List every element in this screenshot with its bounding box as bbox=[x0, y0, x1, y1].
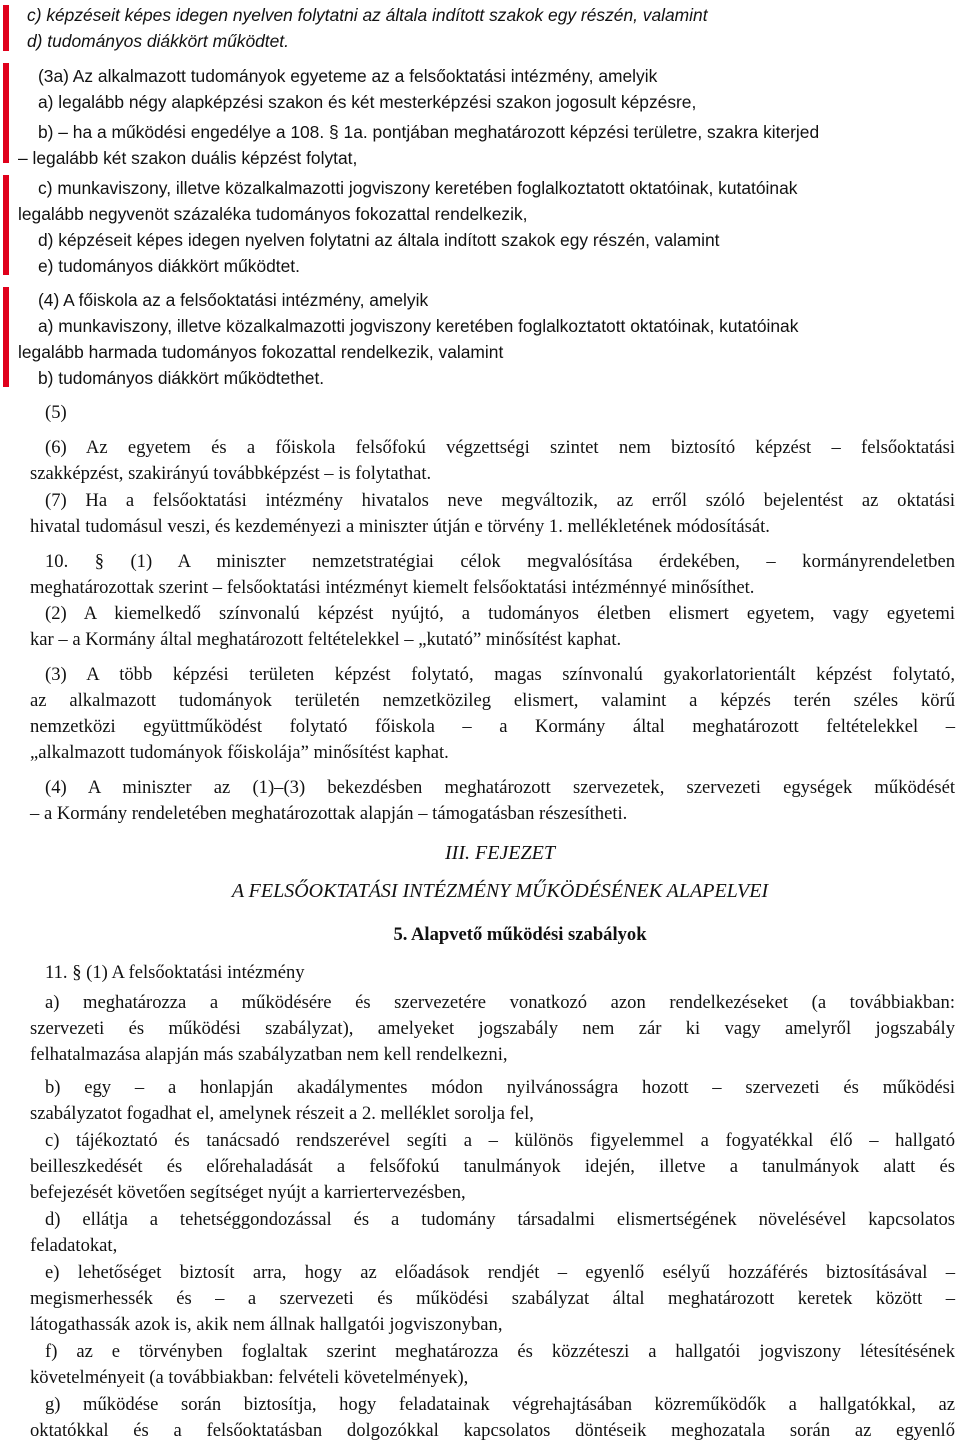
text-line: befejezését követően segítséget nyújt a karriertervezésben, bbox=[30, 1182, 466, 1203]
text-line: d) ellátja a tehetséggondozással és a tudomány társadalmi elismertségének növelésével kapcsolatos bbox=[45, 1209, 955, 1230]
change-bar bbox=[3, 175, 9, 275]
text-line: (3a) Az alkalmazott tudományok egyeteme az a felsőoktatási intézmény, amelyik bbox=[38, 66, 658, 86]
text-line: szabályzatot fogadhat el, amelynek részeit a 2. melléklet sorolja fel, bbox=[30, 1103, 534, 1124]
text-line: 10. § (1) A miniszter nemzetstratégiai célok megvalósítása érdekében, – kormányrendeletben bbox=[45, 551, 955, 572]
text-line: c) munkaviszony, illetve közalkalmazotti jogviszony keretében foglalkoztatott oktatóinak, kutatóinak bbox=[38, 178, 798, 198]
text-line: (7) Ha a felsőoktatási intézmény hivatalos neve megváltozik, az erről szóló bejelentést az oktatási bbox=[45, 490, 955, 511]
text-line: (2) A kiemelkedő színvonalú képzést nyújtó, a tudományos életben elismert egyetem, vagy egyetemi bbox=[45, 603, 955, 624]
change-bar bbox=[3, 5, 9, 51]
text-line: c) képzéseit képes idegen nyelven folytatni az általa indított szakok egy részén, valamint bbox=[27, 5, 708, 25]
text-line: a) munkaviszony, illetve közalkalmazotti jogviszony keretében foglalkoztatott oktatóinak, kutatóinak bbox=[38, 316, 799, 336]
text-line: – a Kormány rendeletében meghatározottak alapján – támogatásban részesítheti. bbox=[30, 803, 628, 824]
text-line: felhatalmazása alapján más szabályzatban nem kell rendelkezni, bbox=[30, 1044, 508, 1065]
text-line: szervezeti és működési szabályzat), amelyeket jogszabály nem zár ki vagy amelyről jogszabály bbox=[30, 1018, 955, 1039]
text-line: 11. § (1) A felsőoktatási intézmény bbox=[45, 962, 305, 983]
text-line: oktatókkal és a felsőoktatásban dolgozókkal kapcsolatos döntéseik meghozatala során az egyenlő bbox=[30, 1420, 955, 1441]
text-line: látogathassák azok is, akik nem állnak hallgatói jogviszonyban, bbox=[30, 1314, 503, 1335]
text-line: az alkalmazott tudományok területén nemzetközileg elismert, valamint a képzés terén széles körű bbox=[30, 690, 955, 711]
text-line: a) legalább négy alapképzési szakon és két mesterképzési szakon jogosult képzésre, bbox=[38, 92, 697, 112]
text-line: c) tájékoztató és tanácsadó rendszerével segíti a – különös figyelemmel a fogyatékkal élő – hallgató bbox=[45, 1130, 955, 1151]
text-line: legalább harmada tudományos fokozattal rendelkezik, valamint bbox=[18, 342, 504, 362]
text-line: követelményeit (a továbbiakban: felvételi követelmények), bbox=[30, 1367, 469, 1388]
text-line: (6) Az egyetem és a főiskola felsőfokú végzettségi szintet nem biztosító képzést – felsőoktatási bbox=[45, 437, 955, 458]
chapter-title: A FELSŐOKTATÁSI INTÉZMÉNY MŰKÖDÉSÉNEK ALAPELVEI bbox=[231, 880, 769, 902]
section-title: 5. Alapvető működési szabályok bbox=[393, 924, 647, 945]
text-line: b) egy – a honlapján akadálymentes módon nyilvánosságra hozott – szervezeti és működési bbox=[45, 1077, 955, 1098]
text-line: megismerhessék és – a szervezeti és működési szabályzat által meghatározott keretek között – bbox=[30, 1288, 955, 1309]
change-bar bbox=[3, 287, 9, 387]
text-line: szakképzést, szakirányú továbbképzést – is folytathat. bbox=[30, 463, 432, 484]
text-line: b) – ha a működési engedélye a 108. § 1a. pontjában meghatározott képzési területre, szakra kiterjed bbox=[38, 122, 820, 142]
text-line: feladatokat, bbox=[30, 1235, 118, 1256]
chapter-number: III. FEJEZET bbox=[445, 842, 555, 864]
text-line: (5) bbox=[45, 402, 67, 423]
change-bar bbox=[3, 63, 9, 163]
text-line: beilleszkedését és előrehaladását a felsőfokú tanulmányok idején, illetve a tanulmányok alatt és bbox=[30, 1156, 955, 1177]
text-line: (4) A miniszter az (1)–(3) bekezdésben meghatározott szervezetek, szervezeti egységek működését bbox=[45, 777, 955, 798]
text-line: kar – a Kormány által meghatározott feltételekkel – „kutató” minősítést kaphat. bbox=[30, 629, 622, 650]
text-line: nemzetközi együttműködést folytató főiskola – a Kormány által meghatározott feltételekkel – bbox=[30, 716, 955, 737]
text-line: d) képzéseit képes idegen nyelven folytatni az általa indított szakok egy részén, valamint bbox=[38, 230, 720, 250]
text-line: (4) A főiskola az a felsőoktatási intézmény, amelyik bbox=[38, 290, 429, 310]
text-line: e) lehetőséget biztosít arra, hogy az előadások rendjét – egyenlő esélyű hozzáférés biztosításával – bbox=[45, 1262, 955, 1283]
text-line: f) az e törvényben foglaltak szerint meghatározza és közzéteszi a hallgatói jogviszony létesítésének bbox=[45, 1341, 955, 1362]
text-line: – legalább két szakon duális képzést folytat, bbox=[18, 148, 358, 168]
text-line: e) tudományos diákkört működtet. bbox=[38, 256, 300, 276]
text-line: b) tudományos diákkört működtethet. bbox=[38, 368, 325, 388]
text-line: meghatározottak szerint – felsőoktatási intézményt kiemelt felsőoktatási intézménnyé minősíthet. bbox=[30, 577, 755, 598]
text-line: (3) A több képzési területen képzést folytató, magas színvonalú gyakorlatorientált képzést folytató, bbox=[45, 664, 955, 685]
text-line: a) meghatározza a működésére és szervezetére vonatkozó azon rendelkezéseket (a továbbiakban: bbox=[45, 992, 955, 1013]
text-line: „alkalmazott tudományok főiskolája” minősítést kaphat. bbox=[30, 742, 449, 763]
text-line: legalább negyvenöt százaléka tudományos fokozattal rendelkezik, bbox=[18, 204, 528, 224]
text-line: hivatal tudomásul veszi, és kezdeményezi a miniszter útján e törvény 1. mellékletének módosítását. bbox=[30, 516, 770, 537]
text-line: g) működése során biztosítja, hogy feladatainak végrehajtásában közreműködők a hallgatókkal, az bbox=[45, 1394, 955, 1415]
text-line: d) tudományos diákkört működtet. bbox=[27, 31, 289, 51]
